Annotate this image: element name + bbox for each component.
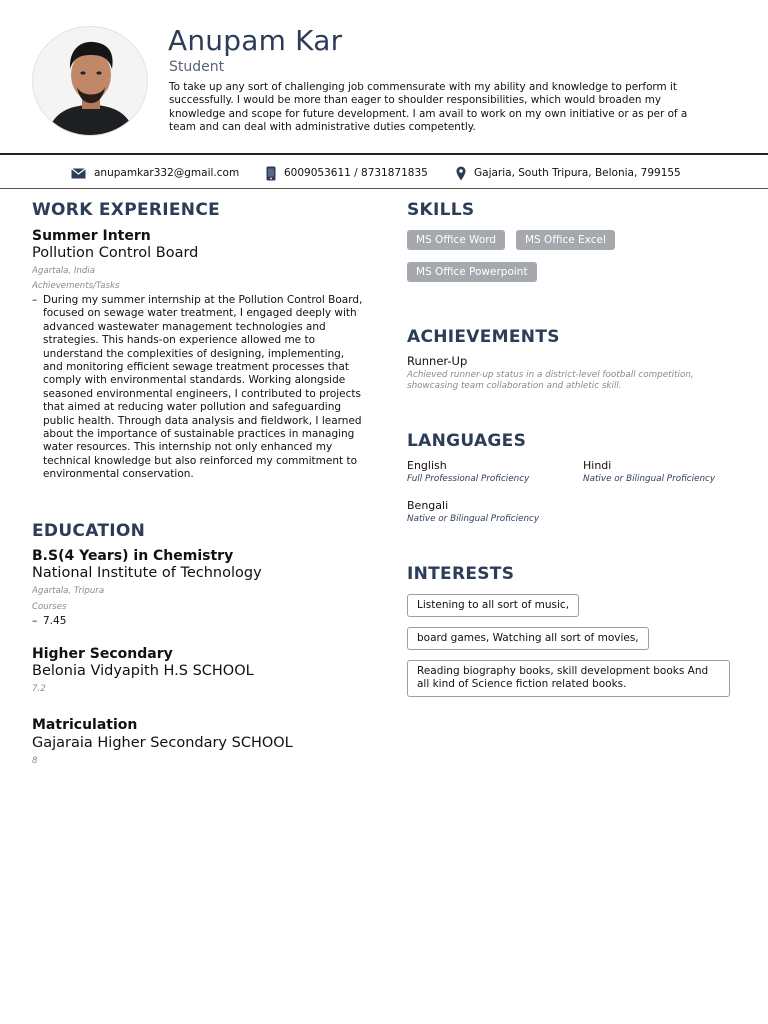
contact-phone[interactable] — [266, 165, 428, 181]
candidate-role: Student — [169, 59, 225, 75]
achievement-title: Runner-Up — [407, 354, 468, 368]
tasks-label: Achievements/Tasks — [32, 281, 120, 291]
interest-tag: Reading biography books, skill development books And all kind of Science fiction related books. — [407, 660, 730, 697]
skills-heading: SKILLS — [407, 200, 475, 220]
language-name: English — [407, 459, 447, 472]
phone-icon — [266, 166, 276, 181]
achievements-heading: ACHIEVEMENTS — [407, 327, 560, 347]
language-name: Hindi — [583, 459, 612, 472]
school-name: National Institute of Technology — [32, 565, 262, 581]
interest-tag: Listening to all sort of music, — [407, 594, 579, 617]
skill-tag: MS Office Powerpoint — [407, 262, 537, 282]
contact-email[interactable] — [71, 165, 239, 181]
phone-text: 6009053611 / 8731871835 — [284, 167, 428, 179]
location-pin-icon — [456, 166, 466, 181]
company-name: Pollution Control Board — [32, 245, 199, 261]
resume-header — [0, 0, 768, 150]
degree-title: Matriculation — [32, 717, 138, 733]
language-level: Full Professional Proficiency — [407, 474, 530, 484]
degree-title: Higher Secondary — [32, 646, 173, 662]
language-name: Bengali — [407, 499, 449, 512]
contact-bar — [0, 153, 768, 189]
achievement-description: Achieved runner-up status in a district-level football competition, showcasing team collaboration and athletic skill. — [407, 370, 694, 391]
address-text: Gajaria, South Tripura, Belonia, 799155 — [474, 167, 681, 179]
email-text: anupamkar332@gmail.com — [94, 167, 240, 179]
language-level: Native or Bilingual Proficiency — [407, 514, 540, 524]
bullet-dash-icon: – — [32, 615, 38, 627]
bullet-dash-icon: – — [32, 294, 38, 306]
course-text: 7.45 — [43, 615, 67, 627]
grade-value: 7.2 — [32, 684, 46, 694]
skill-tag: MS Office Excel — [516, 230, 615, 250]
interests-heading: INTERESTS — [407, 564, 515, 584]
work-experience-heading: WORK EXPERIENCE — [32, 200, 221, 220]
task-text: During my summer internship at the Pollution Control Board, focused on sewage water treatment, I engaged deeply with advanced wastewater management technologies and strategies. This hands-on experience allowed me to understand the complexities of designing, implementing, and monitoring efficient sewage treatment processes that comply with environmental standards. Working alongside seasoned environmental engineers, I contributed to projects that aimed at reducing water pollution and safeguarding public health. Through data analysis and fieldwork, I learned about the importance of sustainable practices in managing water resources. This internship not only enhanced my technical knowledge but also reinforced my commitment to environmental conservation. — [43, 294, 363, 481]
education-heading: EDUCATION — [32, 521, 146, 541]
grade-value: 8 — [32, 756, 38, 766]
school-name: Belonia Vidyapith H.S SCHOOL — [32, 663, 254, 679]
school-location: Agartala, Tripura — [32, 586, 105, 596]
job-title: Summer Intern — [32, 228, 151, 244]
courses-label: Courses — [32, 602, 67, 612]
candidate-name: Anupam Kar — [168, 24, 343, 57]
degree-title: B.S(4 Years) in Chemistry — [32, 548, 234, 564]
language-level: Native or Bilingual Proficiency — [583, 474, 716, 484]
job-location: Agartala, India — [32, 266, 95, 276]
avatar-illustration — [33, 27, 148, 136]
interest-tag: board games, Watching all sort of movies, — [407, 627, 649, 650]
envelope-icon — [71, 168, 86, 179]
school-name: Gajaraia Higher Secondary SCHOOL — [32, 735, 293, 751]
contact-address — [456, 165, 681, 181]
languages-heading: LANGUAGES — [407, 431, 527, 451]
career-objective: To take up any sort of challenging job commensurate with my ability and knowledge to perform it successfully. I would be more than eager to shoulder responsibilities, which would broaden my knowledge and scope for future development. I am avail to work on my own initiative or as per of a team and can deal with administrative duties competently. — [169, 81, 688, 134]
skill-tag: MS Office Word — [407, 230, 505, 250]
profile-photo — [32, 26, 148, 136]
